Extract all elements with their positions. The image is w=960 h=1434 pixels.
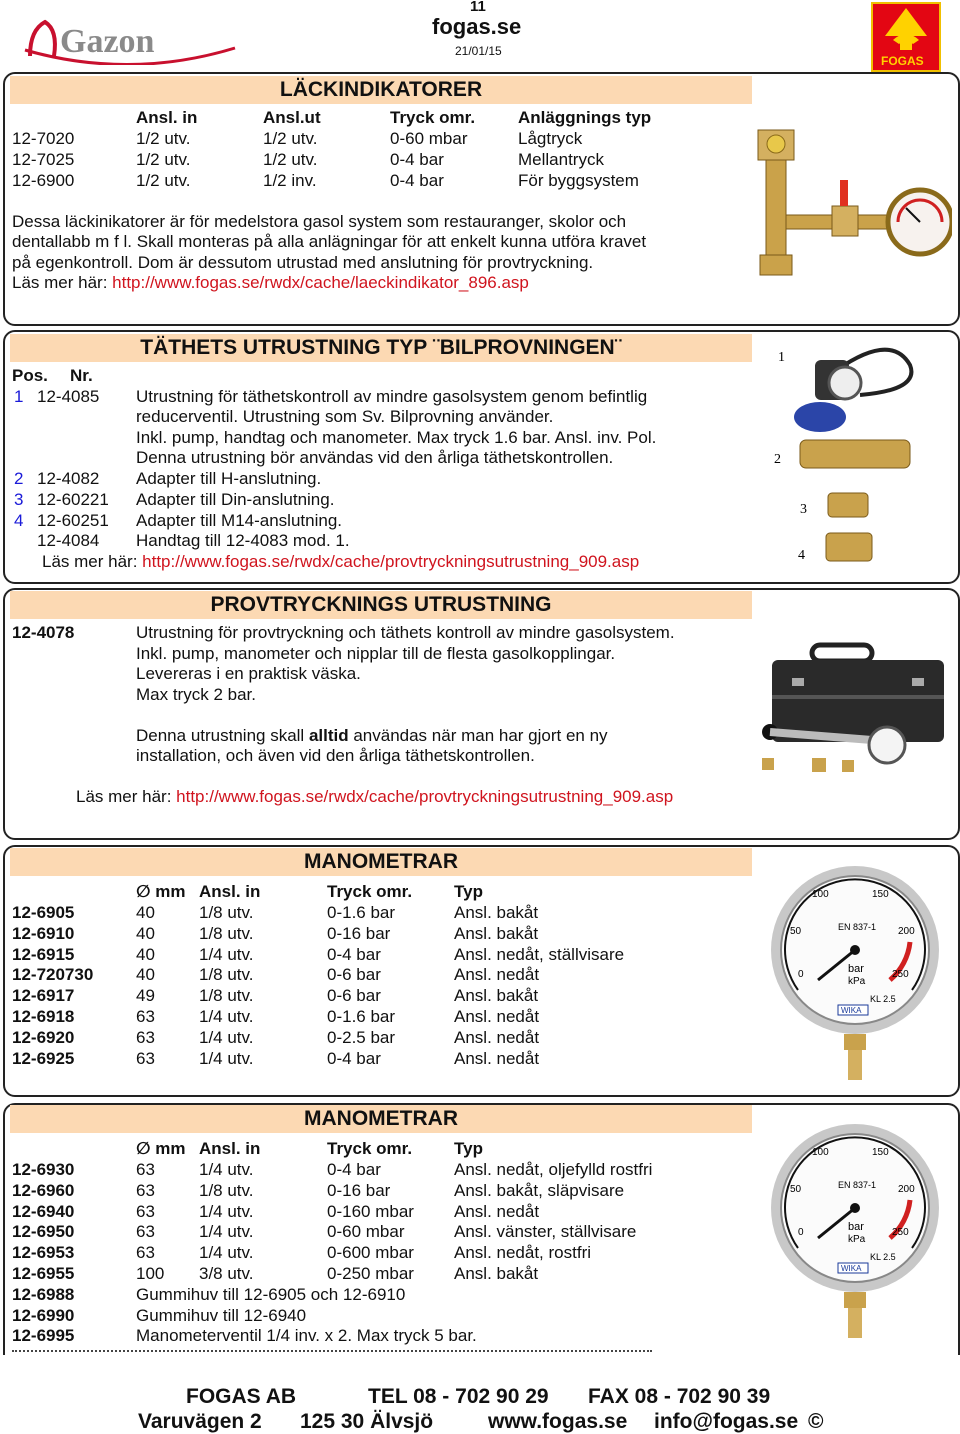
col-diameter: ∅ mm bbox=[136, 882, 186, 901]
table-cell: Ansl. nedåt, ställvisare bbox=[454, 944, 625, 964]
article-number: 12-4084 bbox=[37, 531, 100, 550]
gauge-scale: 0 bbox=[798, 969, 804, 980]
gauge-brand: WIKA bbox=[841, 1006, 862, 1015]
prov-link[interactable]: http://www.fogas.se/rwdx/cache/provtryckningsutrustning_909.asp bbox=[176, 787, 674, 806]
gazon-logo-graphic bbox=[20, 10, 240, 65]
item-desc-line: Utrustning för täthetskontroll av mindre gasolsystem genom befintlig bbox=[136, 387, 648, 406]
gauge-scale: 150 bbox=[872, 1147, 889, 1158]
article-number: 12-4078 bbox=[12, 623, 75, 642]
gauge-scale: 200 bbox=[898, 1184, 915, 1195]
article-number: 12-6925 bbox=[12, 1048, 75, 1068]
gauge-scale: 250 bbox=[892, 969, 909, 980]
table-cell: 3/8 utv. bbox=[199, 1264, 254, 1283]
pressure-test-title: PROVTRYCKNINGS UTRUSTNING bbox=[10, 591, 752, 619]
table-cell: Ansl. nedåt bbox=[454, 1201, 540, 1221]
article-number: 12-6953 bbox=[12, 1243, 75, 1263]
article-number: 12-6915 bbox=[12, 944, 75, 964]
article-number: 12-6940 bbox=[12, 1201, 75, 1221]
col-tryck: Tryck omr. bbox=[390, 108, 476, 127]
table-cell: 0-250 mbar bbox=[327, 1264, 414, 1283]
table-cell: 1/4 utv. bbox=[199, 944, 254, 964]
item-desc-line: Denna utrustning bör användas vid den årliga täthetskontrollen. bbox=[136, 448, 614, 467]
site-name: fogas.se bbox=[432, 14, 522, 39]
prov-line: Inkl. pump, manometer och nipplar till de flesta gasolkopplingar. bbox=[136, 644, 616, 663]
tightness-equipment-image bbox=[760, 335, 950, 575]
pos-number: 3 bbox=[14, 490, 24, 509]
img-label-3: 3 bbox=[800, 502, 807, 517]
table-cell: 63 bbox=[136, 1201, 155, 1221]
read-more-label: Läs mer här: bbox=[76, 787, 177, 806]
gauge-unit: kPa bbox=[848, 976, 866, 987]
table-cell: 63 bbox=[136, 1222, 155, 1242]
table-cell: 0-6 bar bbox=[327, 965, 381, 985]
table-cell: 0-16 bar bbox=[327, 1180, 391, 1200]
item-desc-line: Adapter till M14-anslutning. bbox=[136, 511, 343, 530]
pos-number: 1 bbox=[14, 387, 24, 406]
article-number: 12-6905 bbox=[12, 903, 75, 922]
table-cell: Ansl. nedåt, rostfri bbox=[454, 1243, 592, 1263]
article-number: 12-6900 bbox=[12, 171, 75, 190]
table-cell: Ansl. vänster, ställvisare bbox=[454, 1222, 637, 1242]
footer-city: 125 30 Älvsjö bbox=[300, 1410, 434, 1433]
table-cell: 0-16 bar bbox=[327, 923, 391, 943]
table-cell: 0-160 mbar bbox=[327, 1201, 414, 1221]
table-cell: 1/4 utv. bbox=[199, 1222, 254, 1242]
pos-number: 4 bbox=[14, 511, 24, 530]
col-nr: Nr. bbox=[70, 366, 93, 385]
table-cell: Ansl. nedåt bbox=[454, 1027, 540, 1047]
table-cell: 0-6 bar bbox=[327, 986, 381, 1006]
item-desc-line: Handtag till 12-4083 mod. 1. bbox=[136, 531, 350, 550]
img-label-2: 2 bbox=[774, 452, 781, 467]
article-number: 12-4082 bbox=[37, 469, 100, 488]
gauge-unit: bar bbox=[848, 963, 864, 975]
item-desc-line: Adapter till H-anslutning. bbox=[136, 469, 322, 488]
manometer-image-1 bbox=[760, 862, 950, 1087]
cell: 1/2 utv. bbox=[263, 150, 318, 169]
table-cell: Ansl. bakåt bbox=[454, 986, 539, 1006]
article-number: 12-6990 bbox=[12, 1305, 75, 1325]
cut-off-row bbox=[12, 1350, 652, 1356]
pressure-test-kit-image bbox=[752, 640, 952, 790]
col-typ: Typ bbox=[454, 1139, 483, 1158]
cell: 1/2 utv. bbox=[136, 150, 191, 169]
cell: 1/2 utv. bbox=[136, 129, 191, 148]
table-cell: 40 bbox=[136, 923, 155, 943]
article-number: 12-6917 bbox=[12, 986, 75, 1006]
leak-desc-line: på egenkontroll. Dom är dessutom utrustad med anslutning för provtryckning. bbox=[12, 253, 594, 272]
col-ansl-ut: Ansl.ut bbox=[263, 108, 321, 127]
cell: 0-4 bar bbox=[390, 171, 444, 190]
table-cell: 1/4 utv. bbox=[199, 1201, 254, 1221]
prov-line: Utrustning för provtryckning och täthets kontroll av mindre gasolsystem. bbox=[136, 623, 675, 642]
table-cell: 0-4 bar bbox=[327, 944, 381, 964]
article-number: 12-7020 bbox=[12, 129, 75, 148]
article-number: 12-7025 bbox=[12, 150, 75, 169]
cell: Mellantryck bbox=[518, 150, 604, 169]
gauge-standard: EN 837-1 bbox=[838, 922, 877, 932]
col-typ: Typ bbox=[454, 882, 483, 901]
prov-line: Max tryck 2 bar. bbox=[136, 685, 256, 704]
article-number: 12-6988 bbox=[12, 1284, 75, 1304]
gauge-brand: WIKA bbox=[841, 1264, 862, 1273]
footer-email[interactable]: info@fogas.se bbox=[654, 1410, 799, 1433]
article-number: 12-4085 bbox=[37, 387, 100, 406]
item-desc-line: reducerventil. Utrustning som Sv. Bilprovning använder. bbox=[136, 407, 554, 426]
table-cell: Ansl. bakåt bbox=[454, 923, 539, 943]
fogas-badge bbox=[871, 2, 941, 72]
table-cell: Ansl. nedåt, oljefylld rostfri bbox=[454, 1160, 653, 1179]
note-text: användas när man har gjort en ny bbox=[348, 726, 608, 745]
col-ansl-in: Ansl. in bbox=[136, 108, 198, 127]
cell: 0-4 bar bbox=[390, 150, 444, 169]
table-cell: 0-1.6 bar bbox=[327, 903, 396, 922]
table-cell: 0-2.5 bar bbox=[327, 1027, 396, 1047]
leak-read-more bbox=[12, 273, 529, 293]
gazon-logo bbox=[20, 10, 240, 65]
logo-text: Gazon bbox=[60, 23, 155, 60]
cell: Lågtryck bbox=[518, 129, 583, 148]
pos-number: 2 bbox=[14, 469, 24, 488]
gauge-scale: 150 bbox=[872, 889, 889, 900]
manometer-title-2: MANOMETRAR bbox=[10, 1105, 752, 1133]
table-cell: 40 bbox=[136, 903, 155, 922]
table-cell: 63 bbox=[136, 1007, 155, 1026]
gauge-scale: 50 bbox=[790, 1184, 802, 1195]
item-desc-line: Inkl. pump, handtag och manometer. Max tryck 1.6 bar. Ansl. inv. Pol. bbox=[136, 428, 657, 447]
gauge-scale: 0 bbox=[798, 1227, 804, 1238]
col-pos: Pos. bbox=[12, 366, 48, 385]
page-date: 21/01/15 bbox=[455, 44, 502, 58]
leak-desc-line: Dessa läckinikatorer är för medelstora gasol system som restauranger, skolor och bbox=[12, 212, 627, 231]
leak-section-title: LÄCKINDIKATORER bbox=[10, 76, 752, 104]
gauge-scale: 200 bbox=[898, 926, 915, 937]
table-cell: Gummihuv till 12-6940 bbox=[136, 1305, 307, 1325]
gauge-class: KL 2.5 bbox=[870, 1252, 896, 1262]
gauge-unit: kPa bbox=[848, 1234, 866, 1245]
article-number: 12-6910 bbox=[12, 923, 75, 943]
footer-fax: FAX 08 - 702 90 39 bbox=[588, 1385, 771, 1408]
manometer-title-1: MANOMETRAR bbox=[10, 848, 752, 876]
table-cell: 63 bbox=[136, 1160, 155, 1179]
img-label-4: 4 bbox=[798, 548, 805, 563]
article-number: 12-6920 bbox=[12, 1027, 75, 1047]
tight-read-more bbox=[42, 552, 639, 572]
table-cell: 0-1.6 bar bbox=[327, 1007, 396, 1026]
table-cell: 1/4 utv. bbox=[199, 1243, 254, 1263]
table-cell: 1/8 utv. bbox=[199, 903, 254, 922]
table-cell: 1/4 utv. bbox=[199, 1160, 254, 1179]
table-cell: Ansl. nedåt bbox=[454, 1048, 540, 1068]
prov-read-more bbox=[76, 787, 673, 807]
article-number: 12-6950 bbox=[12, 1222, 75, 1242]
read-more-label: Läs mer här: bbox=[12, 273, 113, 292]
col-tryck: Tryck omr. bbox=[327, 1139, 413, 1158]
table-cell: 1/4 utv. bbox=[199, 1027, 254, 1047]
note-emphasis: alltid bbox=[308, 726, 349, 745]
article-number: 12-60251 bbox=[37, 511, 109, 530]
cell: 0-60 mbar bbox=[390, 129, 468, 148]
table-cell: Ansl. nedåt bbox=[454, 965, 540, 985]
article-number: 12-720730 bbox=[12, 965, 94, 985]
gauge-unit: bar bbox=[848, 1221, 864, 1233]
table-cell: 1/8 utv. bbox=[199, 923, 254, 943]
table-cell: 63 bbox=[136, 1243, 155, 1263]
article-number: 12-6930 bbox=[12, 1160, 75, 1179]
table-cell: 1/8 utv. bbox=[199, 965, 254, 985]
leak-indicator-image bbox=[752, 120, 952, 290]
fogas-badge-text: FOGAS bbox=[881, 54, 924, 68]
note-text: Denna utrustning skall bbox=[136, 726, 309, 745]
article-number: 12-6955 bbox=[12, 1264, 75, 1283]
tightness-section-title: TÄTHETS UTRUSTNING TYP ¨BILPROVNINGEN¨ bbox=[10, 334, 752, 362]
prov-note-line2: installation, och även vid den årliga täthetskontrollen. bbox=[136, 746, 535, 765]
table-cell: 40 bbox=[136, 965, 155, 985]
leak-link[interactable]: http://www.fogas.se/rwdx/cache/laeckindikator_896.asp bbox=[112, 273, 529, 292]
tight-link[interactable]: http://www.fogas.se/rwdx/cache/provtryckningsutrustning_909.asp bbox=[142, 552, 640, 571]
table-cell: 100 bbox=[136, 1264, 165, 1283]
footer-street: Varuvägen 2 bbox=[138, 1410, 262, 1433]
cell: För byggsystem bbox=[518, 171, 639, 190]
article-number: 12-6960 bbox=[12, 1180, 75, 1200]
cell: 1/2 utv. bbox=[263, 129, 318, 148]
col-ansl-in: Ansl. in bbox=[199, 882, 261, 901]
article-number: 12-6995 bbox=[12, 1326, 75, 1346]
gauge-scale: 250 bbox=[892, 1227, 909, 1238]
table-cell: 0-4 bar bbox=[327, 1160, 381, 1179]
col-ansl-in: Ansl. in bbox=[199, 1139, 261, 1158]
table-cell: Gummihuv till 12-6905 och 12-6910 bbox=[136, 1284, 406, 1304]
item-desc-line: Adapter till Din-anslutning. bbox=[136, 490, 335, 509]
col-tryck: Tryck omr. bbox=[327, 882, 413, 901]
table-cell: 1/8 utv. bbox=[199, 1180, 254, 1200]
table-cell: 40 bbox=[136, 944, 155, 964]
table-cell: 1/4 utv. bbox=[199, 1007, 254, 1026]
table-cell: 63 bbox=[136, 1027, 155, 1047]
gauge-scale: 100 bbox=[812, 1147, 829, 1158]
prov-note bbox=[136, 726, 608, 746]
article-number: 12-60221 bbox=[37, 490, 109, 509]
leak-desc-line: dentallabb m f l. Skall monteras på alla anlägningar för att enkelt kunna utföra kravet bbox=[12, 232, 647, 251]
read-more-label: Läs mer här: bbox=[42, 552, 143, 571]
table-cell: 1/4 utv. bbox=[199, 1048, 254, 1068]
cell: 1/2 inv. bbox=[263, 171, 317, 190]
article-number: 12-6918 bbox=[12, 1007, 75, 1026]
copyright-icon: © bbox=[808, 1410, 824, 1433]
prov-line: Levereras i en praktisk väska. bbox=[136, 664, 361, 683]
gauge-scale: 100 bbox=[812, 889, 829, 900]
gauge-scale: 50 bbox=[790, 926, 802, 937]
table-cell: 0-600 mbar bbox=[327, 1243, 414, 1263]
table-cell: 1/8 utv. bbox=[199, 986, 254, 1006]
table-cell: Ansl. bakåt bbox=[454, 1264, 539, 1283]
footer-tel: TEL 08 - 702 90 29 bbox=[368, 1385, 549, 1408]
table-cell: Ansl. bakåt bbox=[454, 903, 539, 922]
manometer-image-2 bbox=[760, 1120, 950, 1345]
col-anlaggning: Anläggnings typ bbox=[518, 108, 652, 127]
footer-web[interactable]: www.fogas.se bbox=[488, 1410, 628, 1433]
table-cell: Ansl. bakåt, släpvisare bbox=[454, 1180, 625, 1200]
table-cell: 0-4 bar bbox=[327, 1048, 381, 1068]
table-cell: 63 bbox=[136, 1048, 155, 1068]
gauge-class: KL 2.5 bbox=[870, 994, 896, 1004]
page-number: 11 bbox=[470, 0, 486, 15]
img-label-1: 1 bbox=[778, 350, 785, 365]
table-cell: Ansl. nedåt bbox=[454, 1007, 540, 1026]
table-cell: 49 bbox=[136, 986, 155, 1006]
cell: 1/2 utv. bbox=[136, 171, 191, 190]
table-cell: 0-60 mbar bbox=[327, 1222, 405, 1242]
gauge-standard: EN 837-1 bbox=[838, 1180, 877, 1190]
footer-company: FOGAS AB bbox=[186, 1385, 297, 1408]
table-cell: 63 bbox=[136, 1180, 155, 1200]
table-cell: Manometerventil 1/4 inv. x 2. Max tryck 5 bar. bbox=[136, 1326, 477, 1346]
col-diameter: ∅ mm bbox=[136, 1139, 186, 1158]
